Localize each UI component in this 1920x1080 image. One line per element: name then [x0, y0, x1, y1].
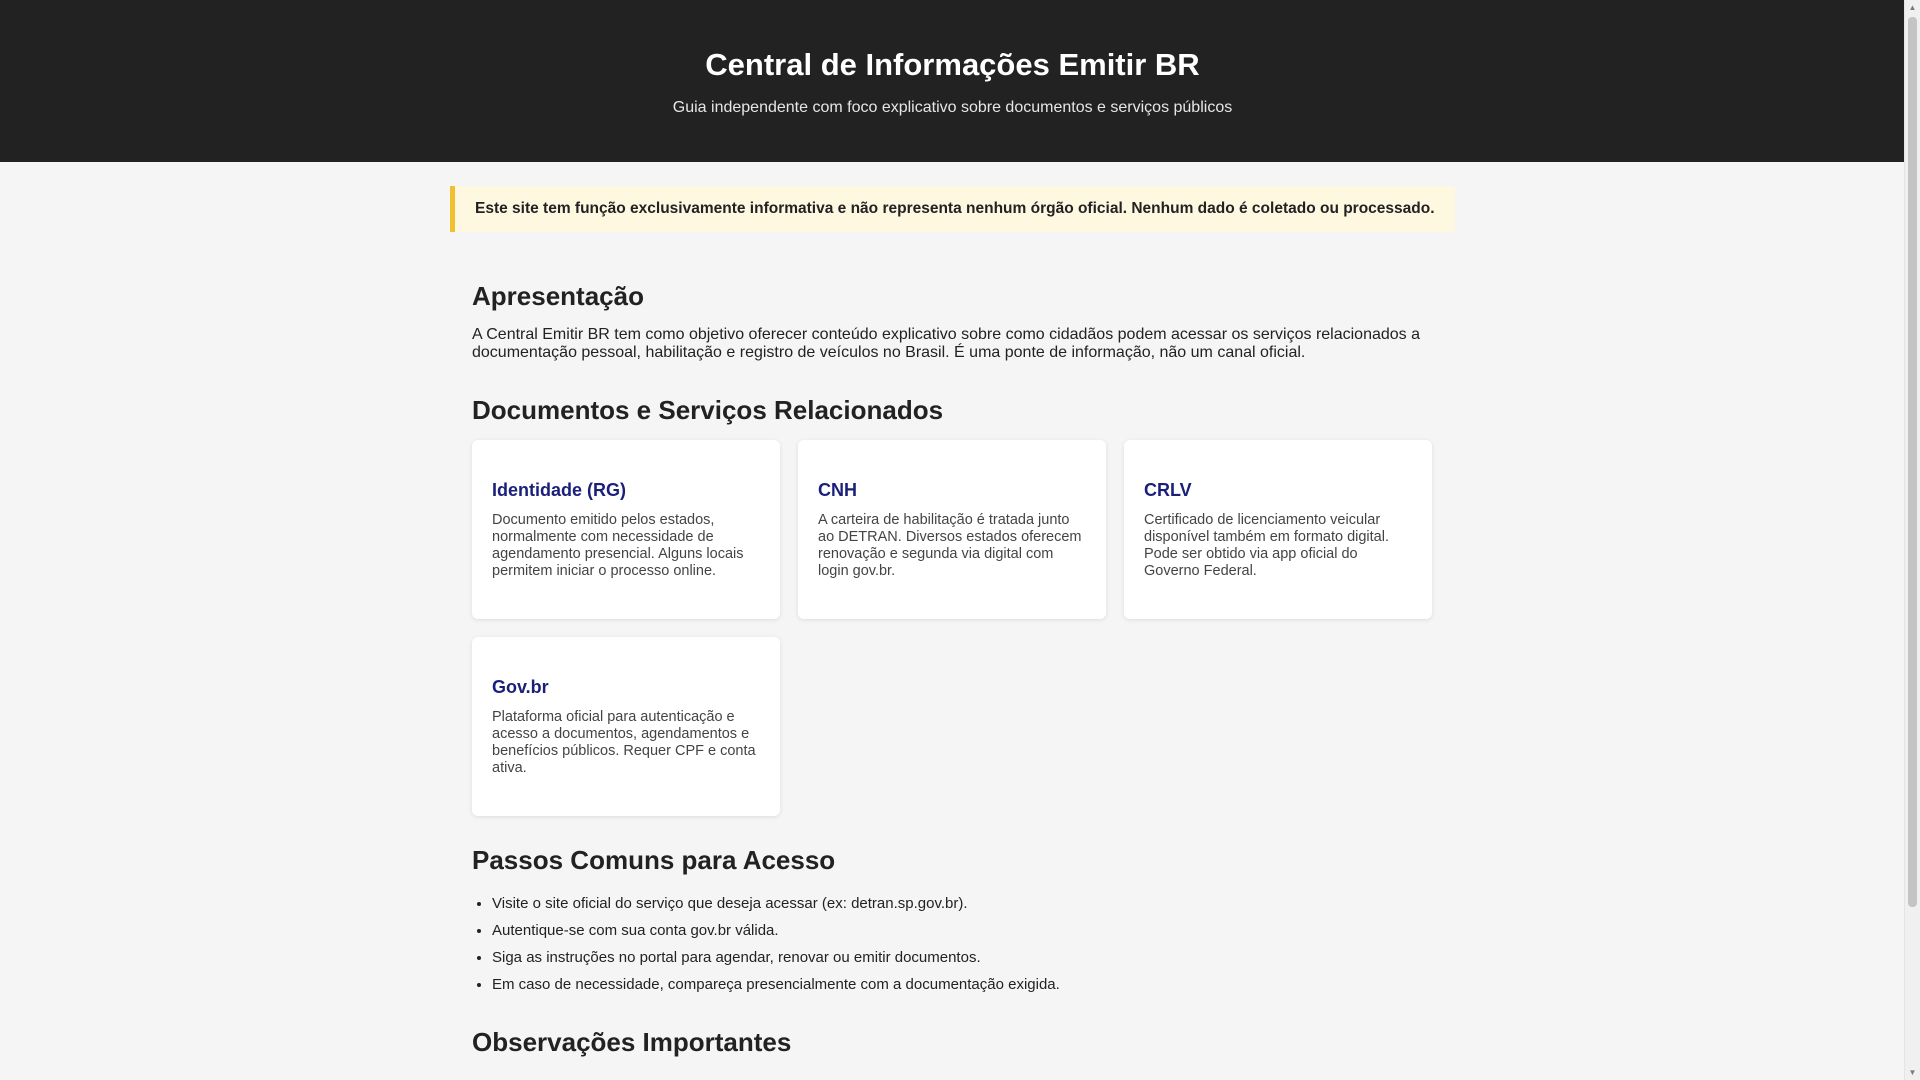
observations-section — [472, 1026, 1432, 1058]
list-item: • Em caso de necessidade, compareça presencialmente com a documentação exigida. — [492, 971, 1432, 998]
vertical-scrollbar[interactable] — [1904, 0, 1920, 1080]
presentation-text: A Central Emitir BR tem como objetivo oferecer conteúdo explicativo sobre como cidadãos podem acessar os serviços relacionados a documentação pessoal, habilitação e registro de veículos no Brasil. É uma ponte de informação, não um canal oficial. — [472, 326, 1421, 361]
documents-grid — [472, 440, 1432, 816]
card-crlv — [1124, 440, 1432, 619]
list-item: • Siga as instruções no portal para agendar, renovar ou emitir documentos. — [492, 944, 1432, 971]
card-text: A carteira de habilitação é tratada junto ao DETRAN. Diversos estados oferecem renovação e segunda via digital com login gov.br. — [818, 512, 1082, 579]
card-text: Documento emitido pelos estados, normalmente com necessidade de agendamento presencial. Alguns locais permitem iniciar o processo online. — [492, 512, 744, 579]
card-title: CRLV — [1144, 480, 1192, 500]
disclaimer-notice — [450, 186, 1455, 232]
card-text: Certificado de licenciamento veicular disponível também em formato digital. Pode ser obtido via app oficial do Governo Federal. — [1144, 512, 1389, 579]
card-title: Identidade (RG) — [492, 480, 626, 500]
site-title: Central de Informações Emitir BR — [705, 47, 1200, 82]
card-govbr — [472, 637, 780, 816]
disclaimer-text: Este site tem função exclusivamente informativa e não representa nenhum órgão oficial. Nenhum dado é coletado ou processado. — [475, 200, 1435, 217]
scrollbar-thumb[interactable] — [1908, 17, 1917, 907]
observations-heading: Observações Importantes — [472, 1027, 792, 1057]
card-title: Gov.br — [492, 677, 549, 697]
card-identidade — [472, 440, 780, 619]
scroll-up-arrow-icon[interactable]: ▲ — [1908, 3, 1917, 12]
steps-heading: Passos Comuns para Acesso — [472, 845, 836, 875]
site-header — [0, 0, 1905, 162]
scroll-down-arrow-icon[interactable]: ▼ — [1908, 1068, 1917, 1077]
documents-section — [472, 394, 1432, 816]
presentation-section — [472, 280, 1432, 362]
main-content — [472, 280, 1432, 1058]
steps-list — [472, 890, 1432, 998]
list-item: • Autentique-se com sua conta gov.br válida. — [492, 917, 1432, 944]
card-cnh — [798, 440, 1106, 619]
list-item: • Visite o site oficial do serviço que deseja acessar (ex: detran.sp.gov.br). — [492, 890, 1432, 917]
documents-heading: Documentos e Serviços Relacionados — [472, 395, 944, 425]
presentation-heading: Apresentação — [472, 281, 644, 311]
card-text: Plataforma oficial para autenticação e acesso a documentos, agendamentos e benefícios públicos. Requer CPF e conta ativa. — [492, 709, 756, 776]
card-title: CNH — [818, 480, 857, 500]
steps-section — [472, 844, 1432, 998]
site-subtitle: Guia independente com foco explicativo sobre documentos e serviços públicos — [672, 99, 1233, 116]
